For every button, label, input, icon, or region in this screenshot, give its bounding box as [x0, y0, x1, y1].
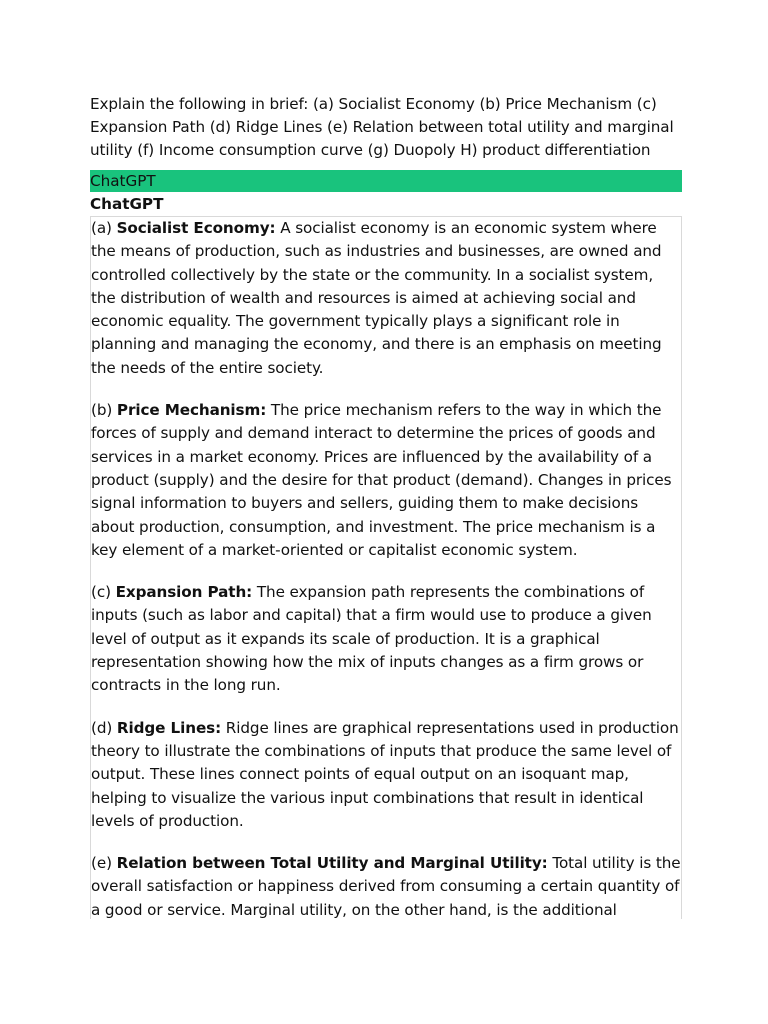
answer-term: Relation between Total Utility and Marginal Utility: [116, 854, 548, 873]
chatgpt-header-label: ChatGPT [90, 172, 156, 190]
answer-text: The price mechanism refers to the way in which the forces of supply and demand interact to determine the prices of goods and services in a market economy. Prices are influenced by the availability of a product (supply) and the desire for that product (demand). Changes in prices signal information to buyers and sellers, guiding them to make decisions about production, consumption, and investment. The price mechanism is a key element of a market-oriented or capitalist economic system. [91, 401, 672, 559]
answer-text: The expansion path represents the combinations of inputs (such as labor and capital) that a firm would use to produce a given level of output as it expands its scale of production. It is a graphical representation showing how the mix of inputs changes as a firm grows or contracts in the long run. [91, 583, 652, 695]
answer-prefix: (b) [91, 401, 117, 420]
document-page [90, 93, 682, 919]
answer-prefix: (d) [91, 718, 117, 737]
answer-prefix: (a) [91, 219, 117, 237]
answer-term: Socialist Economy: [116, 219, 276, 237]
chatgpt-header-bar [90, 170, 682, 192]
answer-paragraph-a [91, 217, 681, 380]
answer-prefix: (e) [91, 854, 117, 873]
answer-paragraph-b [91, 399, 681, 562]
answer-term: Expansion Path: [115, 583, 253, 602]
author-label: ChatGPT [90, 195, 164, 213]
answer-text: Total utility is the overall satisfaction or happiness derived from consuming a certain quantity of a good or service. Marginal utility, on the other hand, is the additional [91, 854, 681, 919]
answer-text: A socialist economy is an economic system where the means of production, such as industries and businesses, are owned and controlled collectively by the state or the community. In a socialist system, the distribution of wealth and resources is aimed at achieving social and economic equality. The government typically plays a significant role in planning and managing the economy, and there is an emphasis on meeting the needs of the entire society. [91, 219, 662, 377]
answer-term: Price Mechanism: [116, 401, 267, 420]
answer-prefix: (c) [91, 583, 116, 602]
answer-term: Ridge Lines: [116, 718, 222, 737]
answer-text: Ridge lines are graphical representations used in production theory to illustrate the combinations of inputs that produce the same level of output. These lines connect points of equal output on an isoquant map, helping to visualize the various input combinations that result in identical levels of production. [91, 718, 679, 830]
answer-paragraph-d [91, 717, 681, 833]
answer-box [90, 216, 682, 919]
answer-paragraph-e [91, 852, 681, 919]
question-text: Explain the following in brief: (a) Socialist Economy (b) Price Mechanism (c) Expansion Path (d) Ridge Lines (e) Relation between total utility and marginal utility (f) Income consumption curve (g) Duopoly H) product differentiation [90, 95, 674, 159]
answer-paragraph-c [91, 581, 681, 697]
